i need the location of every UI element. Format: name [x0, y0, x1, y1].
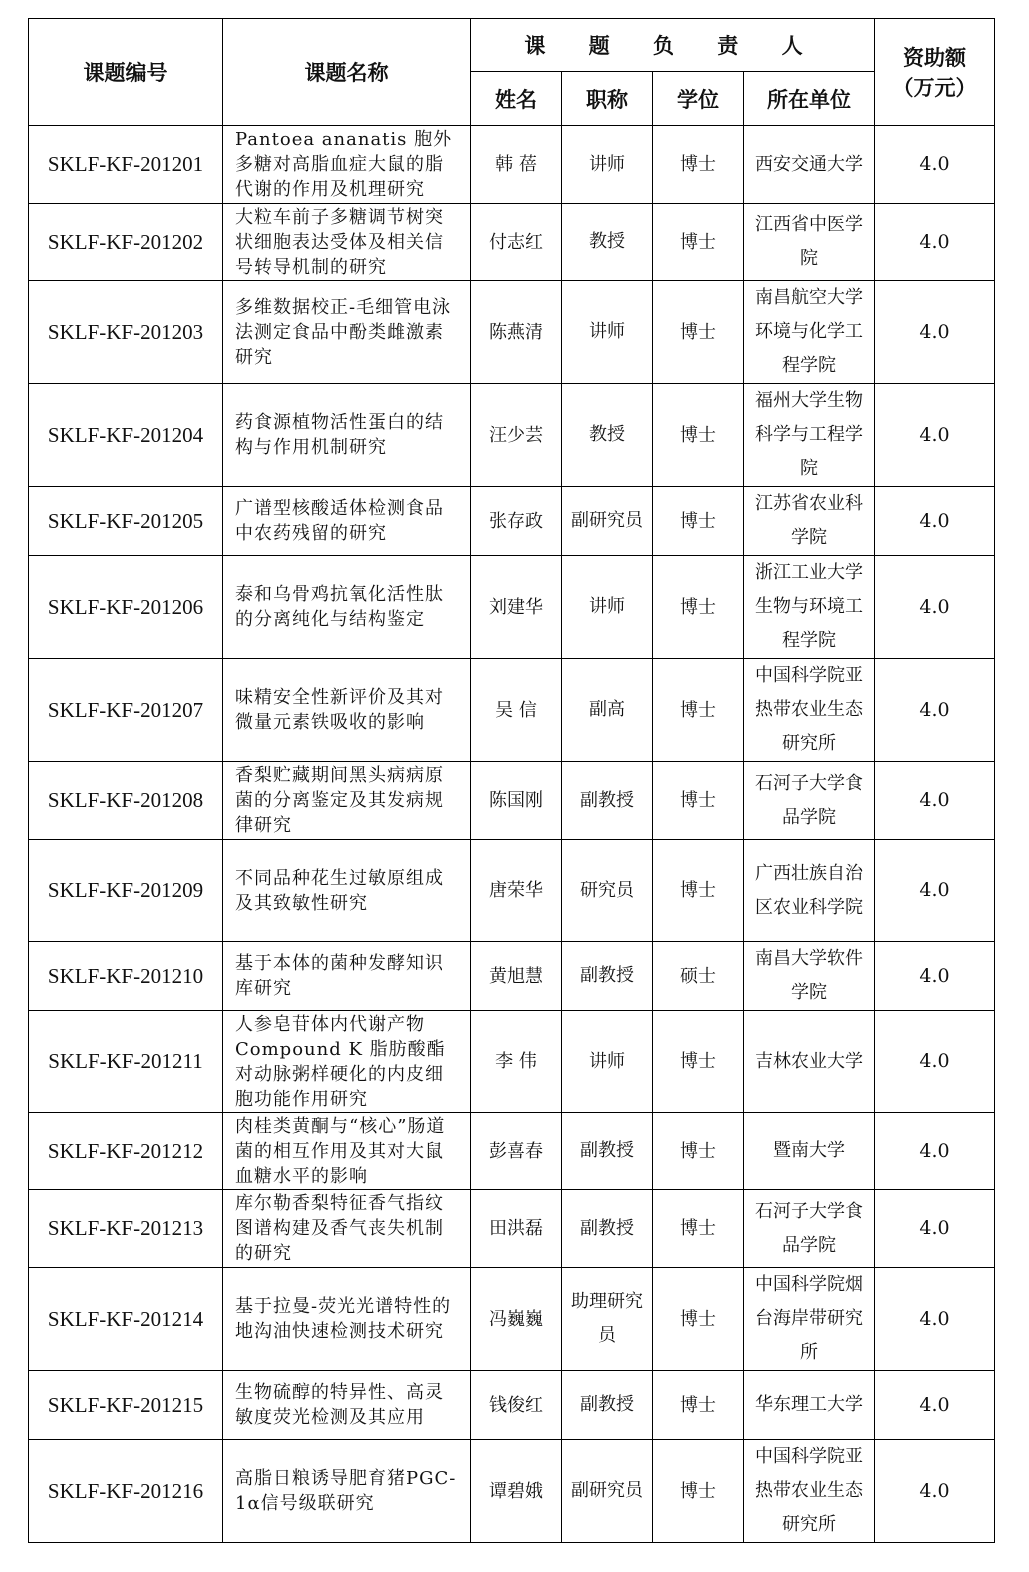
row-leader-name: 吴 信: [471, 659, 562, 762]
row-degree: 博士: [653, 384, 744, 487]
row-title: 泰和乌骨鸡抗氧化活性肽的分离纯化与结构鉴定: [223, 556, 471, 659]
row-unit: 石河子大学食品学院: [744, 762, 875, 840]
row-rank: 讲师: [562, 126, 653, 204]
project-table: [28, 18, 995, 1543]
row-leader-name: 陈燕清: [471, 281, 562, 384]
table-header: [29, 19, 995, 126]
table-row: [29, 384, 995, 487]
row-title: 大粒车前子多糖调节树突状细胞表达受体及相关信号转导机制的研究: [223, 204, 471, 281]
row-code: SKLF-KF-201216: [29, 1440, 223, 1543]
row-code: SKLF-KF-201207: [29, 659, 223, 762]
row-unit: 中国科学院亚热带农业生态研究所: [744, 659, 875, 762]
row-unit: 暨南大学: [744, 1113, 875, 1190]
row-rank: 副研究员: [562, 487, 653, 556]
row-amount: 4.0: [875, 1011, 995, 1113]
row-degree: 硕士: [653, 942, 744, 1011]
row-code: SKLF-KF-201211: [29, 1011, 223, 1113]
row-amount: 4.0: [875, 384, 995, 487]
row-degree: 博士: [653, 204, 744, 281]
row-code: SKLF-KF-201202: [29, 204, 223, 281]
row-rank: 副教授: [562, 942, 653, 1011]
project-table-wrapper: [28, 18, 995, 1543]
row-amount: 4.0: [875, 556, 995, 659]
row-rank: 副教授: [562, 1190, 653, 1268]
row-degree: 博士: [653, 1011, 744, 1113]
row-code: SKLF-KF-201206: [29, 556, 223, 659]
table-row: [29, 126, 995, 204]
row-leader-name: 黄旭慧: [471, 942, 562, 1011]
row-leader-name: 田洪磊: [471, 1190, 562, 1268]
row-degree: 博士: [653, 1190, 744, 1268]
header-amount: [875, 19, 995, 126]
row-degree: 博士: [653, 762, 744, 840]
row-degree: 博士: [653, 556, 744, 659]
row-title: 药食源植物活性蛋白的结构与作用机制研究: [223, 384, 471, 487]
row-degree: 博士: [653, 659, 744, 762]
table-row: [29, 942, 995, 1011]
table-row: [29, 1113, 995, 1190]
row-amount: 4.0: [875, 942, 995, 1011]
row-title: 不同品种花生过敏原组成及其致敏性研究: [223, 840, 471, 942]
row-amount: 4.0: [875, 1113, 995, 1190]
row-title: 广谱型核酸适体检测食品中农药残留的研究: [223, 487, 471, 556]
header-code: 课题编号: [29, 19, 223, 126]
table-row: [29, 762, 995, 840]
header-amount-line1: 资助额: [903, 45, 966, 70]
header-rank: 职称: [562, 72, 653, 126]
row-unit: 南昌航空大学环境与化学工程学院: [744, 281, 875, 384]
row-unit: 浙江工业大学生物与环境工程学院: [744, 556, 875, 659]
row-title: 高脂日粮诱导肥育猪PGC-1α信号级联研究: [223, 1440, 471, 1543]
row-degree: 博士: [653, 1440, 744, 1543]
row-amount: 4.0: [875, 1440, 995, 1543]
row-title: Pantoea ananatis 胞外多糖对高脂血症大鼠的脂代谢的作用及机理研究: [223, 126, 471, 204]
table-row: [29, 840, 995, 942]
row-amount: 4.0: [875, 1371, 995, 1440]
table-row: [29, 1371, 995, 1440]
row-code: SKLF-KF-201215: [29, 1371, 223, 1440]
row-degree: 博士: [653, 840, 744, 942]
row-title: 库尔勒香梨特征香气指纹图谱构建及香气丧失机制的研究: [223, 1190, 471, 1268]
header-row-1: [29, 19, 995, 72]
row-rank: 教授: [562, 204, 653, 281]
table-row: [29, 1268, 995, 1371]
row-code: SKLF-KF-201201: [29, 126, 223, 204]
row-leader-name: 汪少芸: [471, 384, 562, 487]
row-code: SKLF-KF-201203: [29, 281, 223, 384]
row-unit: 江西省中医学院: [744, 204, 875, 281]
row-rank: 讲师: [562, 281, 653, 384]
row-title: 肉桂类黄酮与“核心”肠道菌的相互作用及其对大鼠血糖水平的影响: [223, 1113, 471, 1190]
row-degree: 博士: [653, 487, 744, 556]
table-row: [29, 1440, 995, 1543]
row-title: 生物硫醇的特异性、高灵敏度荧光检测及其应用: [223, 1371, 471, 1440]
row-leader-name: 韩 蓓: [471, 126, 562, 204]
table-row: [29, 556, 995, 659]
row-amount: 4.0: [875, 281, 995, 384]
row-title: 基于本体的菌种发酵知识库研究: [223, 942, 471, 1011]
row-amount: 4.0: [875, 487, 995, 556]
row-leader-name: 彭喜春: [471, 1113, 562, 1190]
row-rank: 副教授: [562, 762, 653, 840]
row-code: SKLF-KF-201209: [29, 840, 223, 942]
row-code: SKLF-KF-201213: [29, 1190, 223, 1268]
row-rank: 副高: [562, 659, 653, 762]
row-unit: 石河子大学食品学院: [744, 1190, 875, 1268]
table-row: [29, 204, 995, 281]
row-leader-name: 钱俊红: [471, 1371, 562, 1440]
row-leader-name: 张存政: [471, 487, 562, 556]
row-degree: 博士: [653, 126, 744, 204]
row-amount: 4.0: [875, 659, 995, 762]
header-degree: 学位: [653, 72, 744, 126]
row-rank: 副研究员: [562, 1440, 653, 1543]
row-title: 人参皂苷体内代谢产物 Compound K 脂肪酸酯对动脉粥样硬化的内皮细胞功能作用研究: [223, 1011, 471, 1113]
row-unit: 福州大学生物科学与工程学院: [744, 384, 875, 487]
header-title: 课题名称: [223, 19, 471, 126]
table-row: [29, 1011, 995, 1113]
header-amount-line2: （万元）: [892, 75, 977, 100]
row-leader-name: 唐荣华: [471, 840, 562, 942]
row-rank: 副教授: [562, 1371, 653, 1440]
row-leader-name: 李 伟: [471, 1011, 562, 1113]
row-amount: 4.0: [875, 762, 995, 840]
row-title: 多维数据校正-毛细管电泳法测定食品中酚类雌激素研究: [223, 281, 471, 384]
row-rank: 研究员: [562, 840, 653, 942]
row-amount: 4.0: [875, 1268, 995, 1371]
row-unit: 中国科学院亚热带农业生态研究所: [744, 1440, 875, 1543]
row-code: SKLF-KF-201208: [29, 762, 223, 840]
row-unit: 南昌大学软件学院: [744, 942, 875, 1011]
row-title: 基于拉曼-荧光光谱特性的地沟油快速检测技术研究: [223, 1268, 471, 1371]
row-unit: 华东理工大学: [744, 1371, 875, 1440]
table-row: [29, 659, 995, 762]
row-rank: 副教授: [562, 1113, 653, 1190]
table-row: [29, 1190, 995, 1268]
table-body: [29, 126, 995, 1543]
row-leader-name: 谭碧娥: [471, 1440, 562, 1543]
row-leader-name: 刘建华: [471, 556, 562, 659]
row-amount: 4.0: [875, 1190, 995, 1268]
table-row: [29, 487, 995, 556]
row-degree: 博士: [653, 1113, 744, 1190]
row-unit: 广西壮族自治区农业科学院: [744, 840, 875, 942]
row-degree: 博士: [653, 1371, 744, 1440]
row-leader-name: 冯巍巍: [471, 1268, 562, 1371]
row-unit: 西安交通大学: [744, 126, 875, 204]
row-rank: 教授: [562, 384, 653, 487]
row-code: SKLF-KF-201204: [29, 384, 223, 487]
table-row: [29, 281, 995, 384]
row-code: SKLF-KF-201205: [29, 487, 223, 556]
row-rank: 讲师: [562, 556, 653, 659]
row-leader-name: 付志红: [471, 204, 562, 281]
row-title: 味精安全性新评价及其对微量元素铁吸收的影响: [223, 659, 471, 762]
row-code: SKLF-KF-201212: [29, 1113, 223, 1190]
row-code: SKLF-KF-201214: [29, 1268, 223, 1371]
row-unit: 吉林农业大学: [744, 1011, 875, 1113]
header-name: 姓名: [471, 72, 562, 126]
row-unit: 江苏省农业科学院: [744, 487, 875, 556]
row-title: 香梨贮藏期间黑头病病原菌的分离鉴定及其发病规律研究: [223, 762, 471, 840]
row-degree: 博士: [653, 281, 744, 384]
header-leader-group: 课 题 负 责 人: [471, 19, 875, 72]
row-code: SKLF-KF-201210: [29, 942, 223, 1011]
row-amount: 4.0: [875, 840, 995, 942]
row-degree: 博士: [653, 1268, 744, 1371]
row-unit: 中国科学院烟台海岸带研究所: [744, 1268, 875, 1371]
row-leader-name: 陈国刚: [471, 762, 562, 840]
row-amount: 4.0: [875, 204, 995, 281]
row-rank: 助理研究员: [562, 1268, 653, 1371]
header-unit: 所在单位: [744, 72, 875, 126]
row-amount: 4.0: [875, 126, 995, 204]
row-rank: 讲师: [562, 1011, 653, 1113]
